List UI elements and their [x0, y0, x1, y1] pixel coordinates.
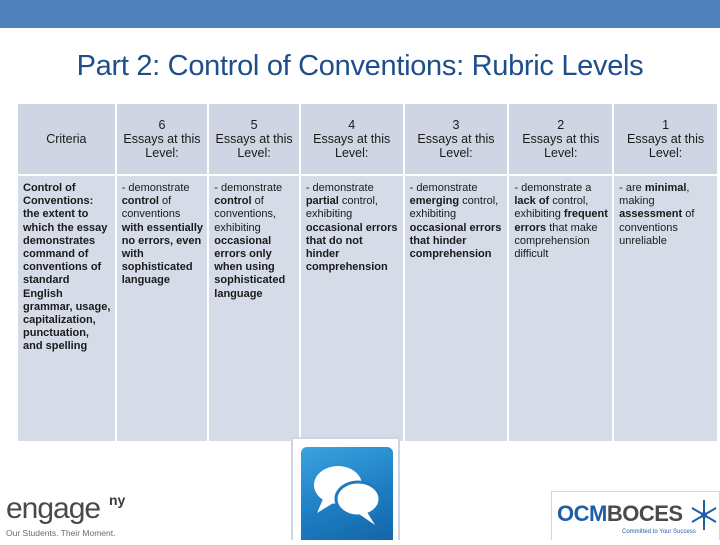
level-4-cell: - demonstrate partial control, exhibiting occasional errors that do not hinder comprehension	[300, 175, 404, 442]
criteria-cell: Control of Conventions: the extent to which the essay demonstrates command of conventions of standard English grammar, usage, capitalization, punctuation, and spelling	[17, 175, 116, 442]
header-level-3: 3 Essays at this Level:	[404, 103, 509, 175]
speech-bubbles-icon	[301, 447, 393, 540]
table-row	[17, 175, 718, 442]
header-criteria: Criteria	[17, 103, 116, 175]
engageny-logo: engage ny Our Students. Their Moment.	[6, 492, 126, 538]
slide-title: Part 2: Control of Conventions: Rubric Levels	[76, 50, 644, 82]
snowflake-icon	[690, 498, 718, 532]
level-6-cell: - demonstrate control of conventions with essentially no errors, even with sophisticated language	[116, 175, 209, 442]
header-row	[17, 103, 718, 175]
level-3-cell: - demonstrate emerging control, exhibiting occasional errors that hinder comprehension	[404, 175, 509, 442]
header-level-1: 1 Essays at this Level:	[613, 103, 718, 175]
level-1-cell: - are minimal, making assessment of conventions unreliable	[613, 175, 718, 442]
rubric-table	[16, 102, 719, 443]
level-5-cell: - demonstrate control of conventions, exhibiting occasional errors only when using sophisticated language	[208, 175, 300, 442]
ocmboces-logo: OCMBOCES Committed to Your Success	[551, 491, 720, 540]
top-banner	[0, 0, 720, 28]
discussion-icon-frame	[291, 437, 400, 540]
header-level-5: 5 Essays at this Level:	[208, 103, 300, 175]
header-level-2: 2 Essays at this Level:	[508, 103, 613, 175]
header-level-4: 4 Essays at this Level:	[300, 103, 404, 175]
level-2-cell: - demonstrate a lack of control, exhibiting frequent errors that make comprehension difficult	[508, 175, 613, 442]
header-level-6: 6 Essays at this Level:	[116, 103, 209, 175]
